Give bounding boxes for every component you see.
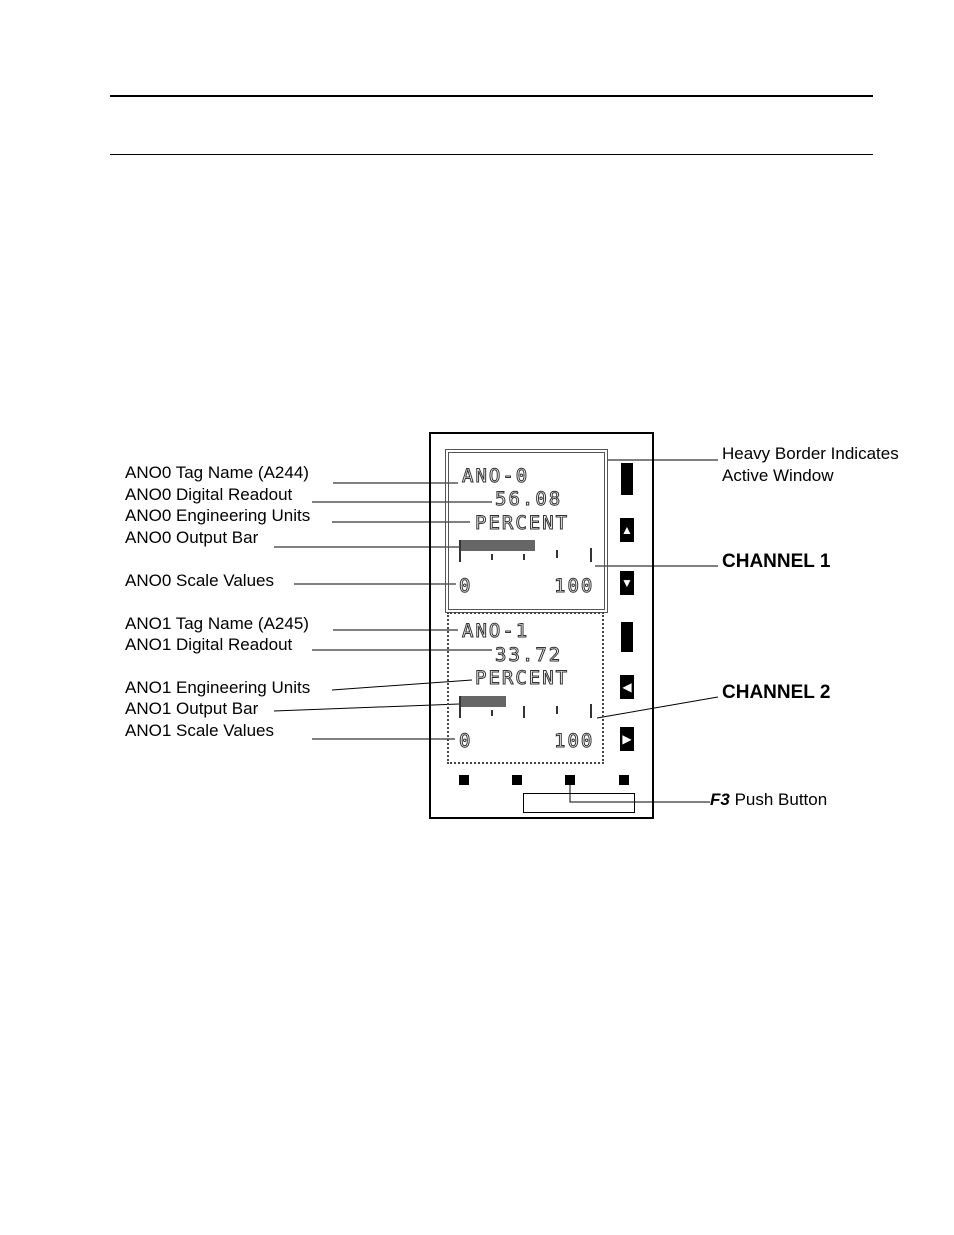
f4-key[interactable]: [619, 775, 629, 785]
ch1-scale-min: 0: [459, 575, 473, 597]
ch1-tick-50: [523, 554, 525, 560]
f3-push-button-outline[interactable]: [523, 793, 635, 813]
down-arrow-icon[interactable]: ▼: [620, 571, 634, 595]
label-ano1-units: ANO1 Engineering Units: [125, 678, 311, 697]
ch2-bar-fill: [460, 696, 506, 707]
label-heavy-border: Heavy Border Indicates: [722, 444, 899, 463]
ch2-tag: ANO-1: [462, 620, 530, 642]
ch2-tick-0: [459, 696, 461, 718]
ch2-scale-min: 0: [459, 730, 473, 752]
ch2-tick-75: [556, 706, 558, 714]
ch1-tick-25: [491, 554, 493, 560]
ch1-tag: ANO-0: [462, 465, 530, 487]
label-ano0-readout: ANO0 Digital Readout: [125, 485, 293, 504]
label-ano1-bar: ANO1 Output Bar: [125, 699, 259, 718]
label-active-window: Active Window: [722, 466, 834, 485]
ch2-units: PERCENT: [475, 667, 570, 689]
ch2-tick-50: [523, 706, 525, 718]
ch1-readout: 56.08: [495, 488, 563, 510]
label-ano0-tag: ANO0 Tag Name (A244): [125, 463, 309, 482]
side-button-2[interactable]: [621, 622, 633, 652]
label-ano0-scale: ANO0 Scale Values: [125, 571, 274, 590]
ch1-tick-75: [556, 550, 558, 558]
ch2-scale-max: 100: [554, 730, 595, 752]
ch2-tick-100: [590, 704, 592, 718]
ch2-readout: 33.72: [495, 644, 563, 666]
ch1-units: PERCENT: [475, 512, 570, 534]
ch1-scale-max: 100: [554, 575, 595, 597]
f2-key[interactable]: [512, 775, 522, 785]
ch1-bar-fill: [460, 540, 535, 551]
label-ano1-readout: ANO1 Digital Readout: [125, 635, 293, 654]
up-arrow-icon[interactable]: ▲: [620, 518, 634, 542]
label-channel-2: CHANNEL 2: [722, 682, 831, 703]
ch1-output-bar: [459, 538, 595, 566]
ch1-tick-100: [590, 548, 592, 562]
label-ano1-scale: ANO1 Scale Values: [125, 721, 274, 740]
label-ano1-tag: ANO1 Tag Name (A245): [125, 614, 309, 633]
left-arrow-icon[interactable]: ◀: [620, 675, 634, 699]
label-ano0-units: ANO0 Engineering Units: [125, 506, 311, 525]
ch1-tick-0: [459, 540, 461, 562]
f1-key[interactable]: [459, 775, 469, 785]
label-f3-push-button: [710, 790, 827, 810]
f3-key-text: F3: [710, 790, 730, 809]
f3-key[interactable]: [565, 775, 575, 785]
side-button-1[interactable]: [621, 463, 633, 495]
right-arrow-icon[interactable]: ▶: [620, 727, 634, 751]
label-channel-1: CHANNEL 1: [722, 551, 831, 572]
f3-rest-text: Push Button: [729, 790, 828, 809]
ch2-tick-25: [491, 710, 493, 716]
ch2-output-bar: [459, 694, 595, 722]
label-ano0-bar: ANO0 Output Bar: [125, 528, 259, 547]
